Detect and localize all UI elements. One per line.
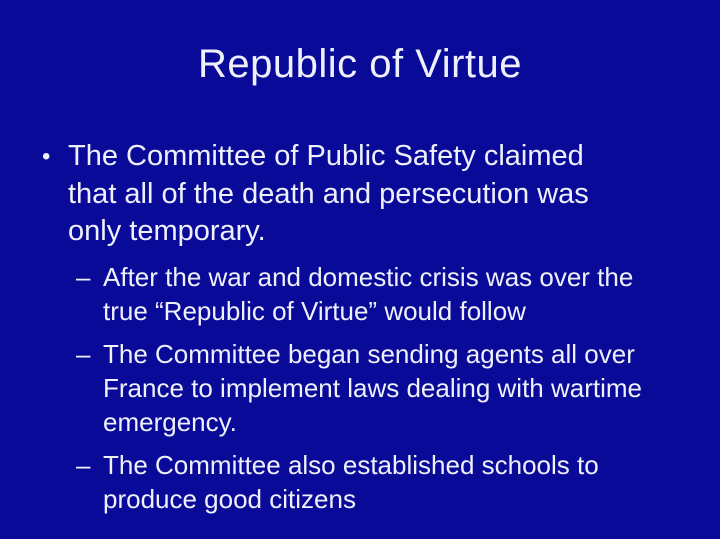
sub-bullet-line: The Committee also established schools to: [103, 449, 599, 480]
sub-bullet-item: [0, 337, 720, 439]
sub-bullet-line: emergency.: [103, 406, 237, 437]
dash-marker: –: [76, 338, 91, 369]
sub-bullet-line: After the war and domestic crisis was over the: [103, 261, 634, 292]
slide-title: Republic of Virtue: [198, 42, 522, 86]
sub-bullet-item: [0, 260, 720, 328]
sub-bullet-line: produce good citizens: [103, 483, 356, 514]
bullet-line: only temporary.: [68, 215, 266, 247]
bullet-item: [0, 138, 720, 251]
sub-bullet-line: France to implement laws dealing with wartime: [103, 372, 642, 403]
sub-bullet-item: [0, 448, 720, 516]
dash-marker: –: [76, 449, 91, 480]
sub-bullet-line: true “Republic of Virtue” would follow: [103, 295, 526, 326]
slide-body: [0, 138, 720, 516]
dash-marker: –: [76, 261, 91, 292]
bullet-line: that all of the death and persecution was: [68, 177, 589, 210]
sub-bullet-line: The Committee began sending agents all over: [103, 338, 635, 369]
bullet-marker: •: [42, 143, 51, 170]
bullet-line: The Committee of Public Safety claimed: [68, 140, 584, 172]
